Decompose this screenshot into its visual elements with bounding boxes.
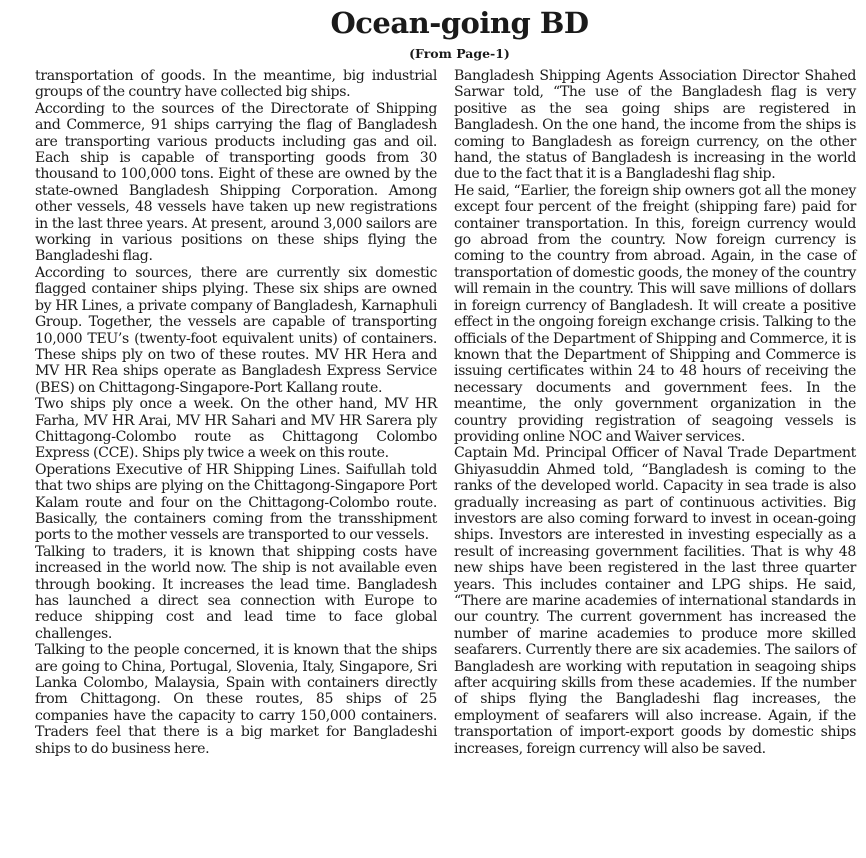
headline: Ocean-going BD: [330, 6, 589, 40]
paragraph: He said, “Earlier, the foreign ship owners got all the money except four percent of the freight (shipping fare) paid for container transportation. In this, foreign currency would go abroad from the country. Now foreign currency is coming to the country from abroad. Again, in the case of transportation of domestic goods, the money of the country will remain in the country. This will save millions of dollars in foreign currency of Bangladesh. It will create a positive effect in the ongoing foreign exchange crisis. Talking to the officials of the Department of Shipping and Commerce, it is known that the Department of Shipping and Commerce is issuing certificates within 24 to 48 hours of receiving the necessary documents and government fees. In the meantime, the only government organization in the country providing registration of seagoing vessels is providing online NOC and Waiver services.: [454, 182, 856, 445]
paragraph: Bangladesh Shipping Agents Association Director Shahed Sarwar told, “The use of the Bangladesh flag is very positive as the sea going ships are registered in Bangladesh. On the one hand, the income from the ships is coming to Bangladesh as foreign currency, on the other hand, the status of Bangladesh is increasing in the world due to the fact that it is a Bangladeshi flag ship.: [454, 68, 856, 183]
article-body: [35, 68, 856, 757]
paragraph: According to sources, there are currently six domestic flagged container ships plying. These six ships are owned by HR Lines, a private company of Bangladesh, Karnaphuli Group. Together, the vessels are capable of transporting 10,000 TEU’s (twenty-foot equivalent units) of containers. These ships ply on two of these routes. MV HR Hera and MV HR Rea ships operate as Bangladesh Express Service (BES) on Chittagong-Singapore-Port Kallang route.: [35, 264, 437, 396]
paragraph: Two ships ply once a week. On the other hand, MV HR Farha, MV HR Arai, MV HR Sahari and MV HR Sarera ply Chittagong-Colombo route as Chittagong Colombo Express (CCE). Ships ply twice a week on this route.: [35, 396, 437, 462]
paragraph: transportation of goods. In the meantime, big industrial groups of the country have collected big ships.: [35, 68, 437, 101]
paragraph: Operations Executive of HR Shipping Lines. Saifullah told that two ships are plying on the Chittagong-Singapore Port Kalam route and four on the Chittagong-Colombo route. Basically, the containers coming from the transshipment ports to the mother vessels are transported to our vessels.: [35, 461, 437, 544]
paragraph: Talking to traders, it is known that shipping costs have increased in the world now. The ship is not available even through booking. It increases the lead time. Bangladesh has launched a direct sea connection with Europe to reduce shipping cost and lead time to face global challenges.: [35, 543, 437, 642]
right-column: [454, 68, 856, 757]
paragraph: Talking to the people concerned, it is known that the ships are going to China, Portugal, Slovenia, Italy, Singapore, Sri Lanka Colombo, Malaysia, Spain with containers directly from Chittagong. On these routes, 85 ships of 25 companies have the capacity to carry 150,000 containers. Traders feel that there is a big market for Bangladeshi ships to do business here.: [35, 642, 437, 757]
paragraph: Captain Md. Principal Officer of Naval Trade Department Ghiyasuddin Ahmed told, “Bangladesh is coming to the ranks of the developed world. Capacity in sea trade is also gradually increasing as part of continuous activities. Big investors are also coming forward to invest in ocean-going ships. Investors are interested in investing especially as a result of increasing government facilities. That is why 48 new ships have been registered in the last three quarter years. This includes container and LPG ships. He said, “There are marine academies of international standards in our country. The current government has increased the number of marine academies to produce more skilled seafarers. Currently there are six academies. The sailors of Bangladesh are working with reputation in seagoing ships after acquiring skills from these academies. If the number of ships flying the Bangladeshi flag increases, the employment of seafarers will also increase. Again, if the transportation of import-export goods by domestic ships increases, foreign currency will also be saved.: [454, 445, 856, 757]
continuation-note: (From Page-1): [409, 46, 510, 61]
left-column: [35, 68, 437, 757]
paragraph: According to the sources of the Directorate of Shipping and Commerce, 91 ships carrying the flag of Bangladesh are transporting various products including gas and oil. Each ship is capable of transporting goods from 30 thousand to 100,000 tons. Eight of these are owned by the state-owned Bangladesh Shipping Corporation. Among other vessels, 48 vessels have taken up new registrations in the last three years. At present, around 3,000 sailors are working in various positions on these ships flying the Bangladeshi flag.: [35, 100, 437, 265]
